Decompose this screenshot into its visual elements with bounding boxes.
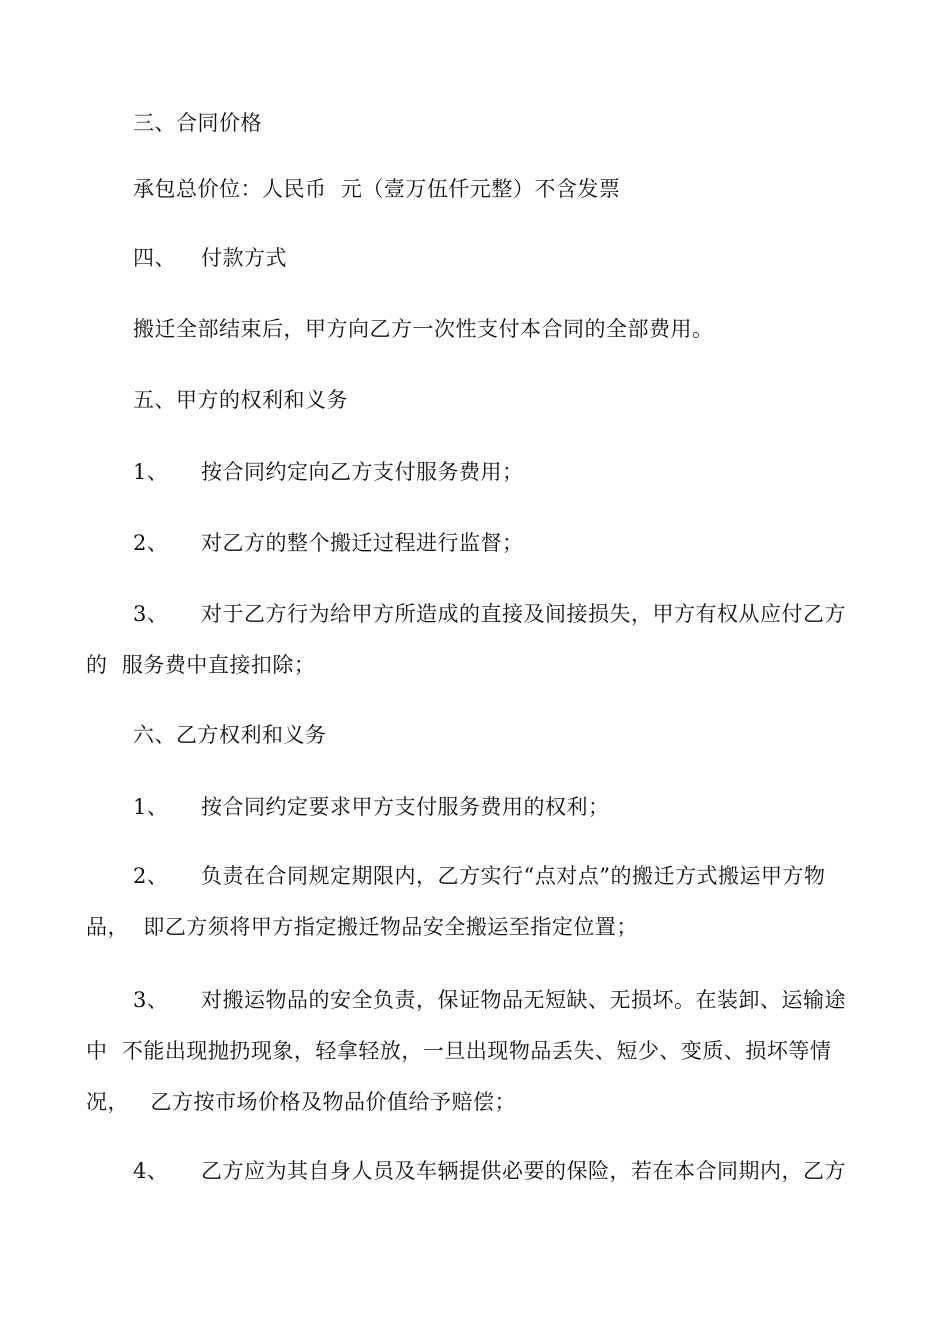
item-text: 对搬运物品的安全负责，保证物品无短缺、无损坏。在装卸、运输途: [201, 988, 846, 1012]
section5-item-3: [133, 599, 846, 629]
section5-item-1: [133, 457, 524, 487]
item-number: 2、: [133, 531, 169, 555]
section6-item-2: [133, 861, 825, 891]
section6-item-3: [133, 985, 846, 1015]
section5-item-2: [133, 528, 524, 558]
section3-price: 承包总价位：人民币 元（壹万伍仟元整）不含发票: [133, 177, 621, 201]
item-number: 4、: [133, 1159, 169, 1183]
section6-item-3-continuation: 中 不能出现抛扔现象，轻拿轻放，一旦出现物品丢失、短少、变质、损坏等情: [86, 1039, 832, 1063]
section5-item-3-continuation: 的 服务费中直接扣除；: [86, 653, 316, 677]
section4-heading: [133, 243, 287, 273]
section5-heading: 五、甲方的权利和义务: [133, 388, 348, 412]
item-text: 乙方应为其自身人员及车辆提供必要的保险，若在本合同期内，乙方: [201, 1159, 846, 1183]
section4-number: 四、: [133, 246, 176, 270]
section6-item-2-continuation: 品， 即乙方须将甲方指定搬迁物品安全搬运至指定位置；: [86, 915, 638, 939]
item-number: 3、: [133, 988, 169, 1012]
item-number: 2、: [133, 864, 169, 888]
section3-heading: 三、合同价格: [133, 111, 262, 135]
item-number: 1、: [133, 460, 169, 484]
item-text: 负责在合同规定期限内，乙方实行“点对点”的搬迁方式搬运甲方物: [201, 864, 826, 888]
section6-item-4: [133, 1156, 846, 1186]
item-text: 按合同约定向乙方支付服务费用；: [201, 460, 524, 484]
item-text: 对乙方的整个搬迁过程进行监督；: [201, 531, 524, 555]
item-number: 3、: [133, 602, 169, 626]
section4-title: 付款方式: [201, 246, 287, 270]
section4-body: 搬迁全部结束后，甲方向乙方一次性支付本合同的全部费用。: [133, 317, 714, 341]
item-text: 按合同约定要求甲方支付服务费用的权利；: [201, 795, 610, 819]
section6-item-1: [133, 792, 610, 822]
item-number: 1、: [133, 795, 169, 819]
section6-item-3-continuation-2: 况， 乙方按市场价格及物品价值给予赔偿；: [86, 1090, 517, 1114]
item-text: 对于乙方行为给甲方所造成的直接及间接损失，甲方有权从应付乙方: [201, 602, 846, 626]
section6-heading: 六、乙方权利和义务: [133, 723, 327, 747]
